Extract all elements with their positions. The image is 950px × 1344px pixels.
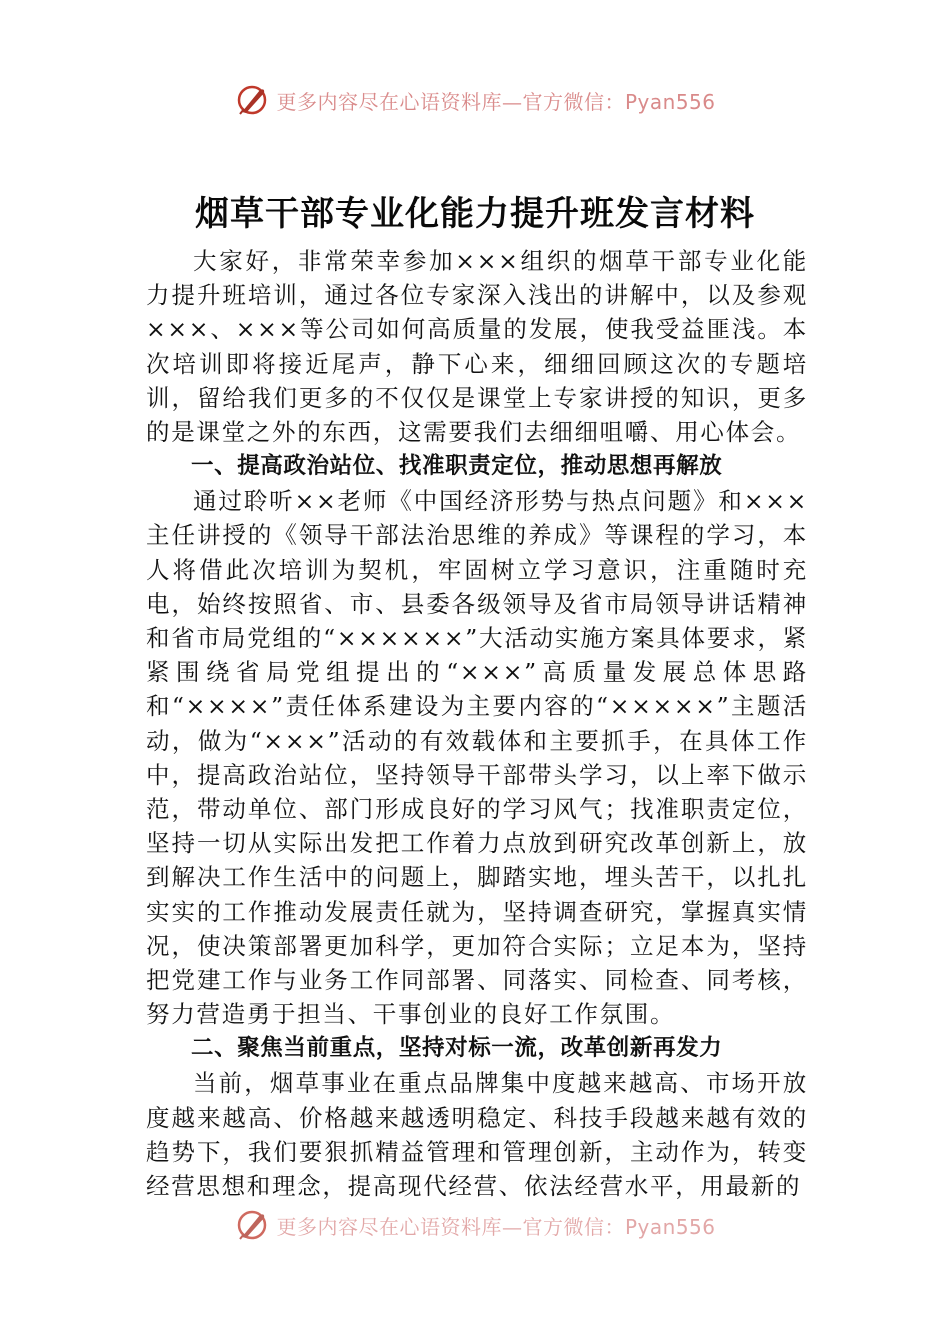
- quill-pen-logo-icon: [234, 1207, 270, 1243]
- watermark-text: 更多内容尽在心语资料库—官方微信：Pyan556: [276, 1214, 716, 1239]
- section-heading-1: 一、提高政治站位、找准职责定位，推动思想再解放: [191, 453, 723, 480]
- watermark-header: [0, 82, 950, 118]
- watermark-footer: [0, 1207, 950, 1243]
- document-title: 烟草干部专业化能力提升班发言材料: [195, 194, 755, 234]
- section-body-2: 当前，烟草事业在重点品牌集中度越来越高、市场开放度越来越高、价格越来越透明稳定、科技手段越来越有效的趋势下，我们要狠抓精益管理和管理创新，主动作为，转变经营思想和理念，提高现代经营、依法经营水平，用最新的: [146, 1069, 808, 1201]
- watermark-text: 更多内容尽在心语资料库—官方微信：Pyan556: [276, 89, 716, 114]
- intro-paragraph: 大家好，非常荣幸参加×××组织的烟草干部专业化能力提升班培训，通过各位专家深入浅出的讲解中，以及参观×××、×××等公司如何高质量的发展，使我受益匪浅。本次培训即将接近尾声，静下心来，细细回顾这次的专题培训，留给我们更多的不仅仅是课堂上专家讲授的知识，更多的是课堂之外的东西，这需要我们去细细咀嚼、用心体会。: [146, 247, 808, 447]
- section-body-1: 通过聆听××老师《中国经济形势与热点问题》和×××主任讲授的《领导干部法治思维的养成》等课程的学习，本人将借此次培训为契机，牢固树立学习意识，注重随时充电，始终按照省、市、县委各级领导及省市局领导讲话精神和省市局党组的“××××××”大活动实施方案具体要求，紧紧围绕省局党组提出的“×××”高质量发展总体思路和“××××”责任体系建设为主要内容的“×××××”主题活动，做为“×××”活动的有效载体和主要抓手，在具体工作中，提高政治站位，坚持领导干部带头学习，以上率下做示范，带动单位、部门形成良好的学习风气；找准职责定位，坚持一切从实际出发把工作着力点放到研究改革创新上，放到解决工作生活中的问题上，脚踏实地，埋头苦干，以扎扎实实的工作推动发展责任就为，坚持调查研究，掌握真实情况，使决策部署更加科学，更加符合实际；立足本为，坚持把党建工作与业务工作同部署、同落实、同检查、同考核，努力营造勇于担当、干事创业的良好工作氛围。: [146, 487, 808, 1029]
- quill-pen-logo-icon: [234, 82, 270, 118]
- section-heading-2: 二、聚焦当前重点，坚持对标一流，改革创新再发力: [191, 1035, 723, 1062]
- document-body: [146, 244, 808, 1203]
- watermark-wechat-id: Pyan556: [624, 1214, 716, 1239]
- watermark-wechat-id: Pyan556: [624, 89, 716, 114]
